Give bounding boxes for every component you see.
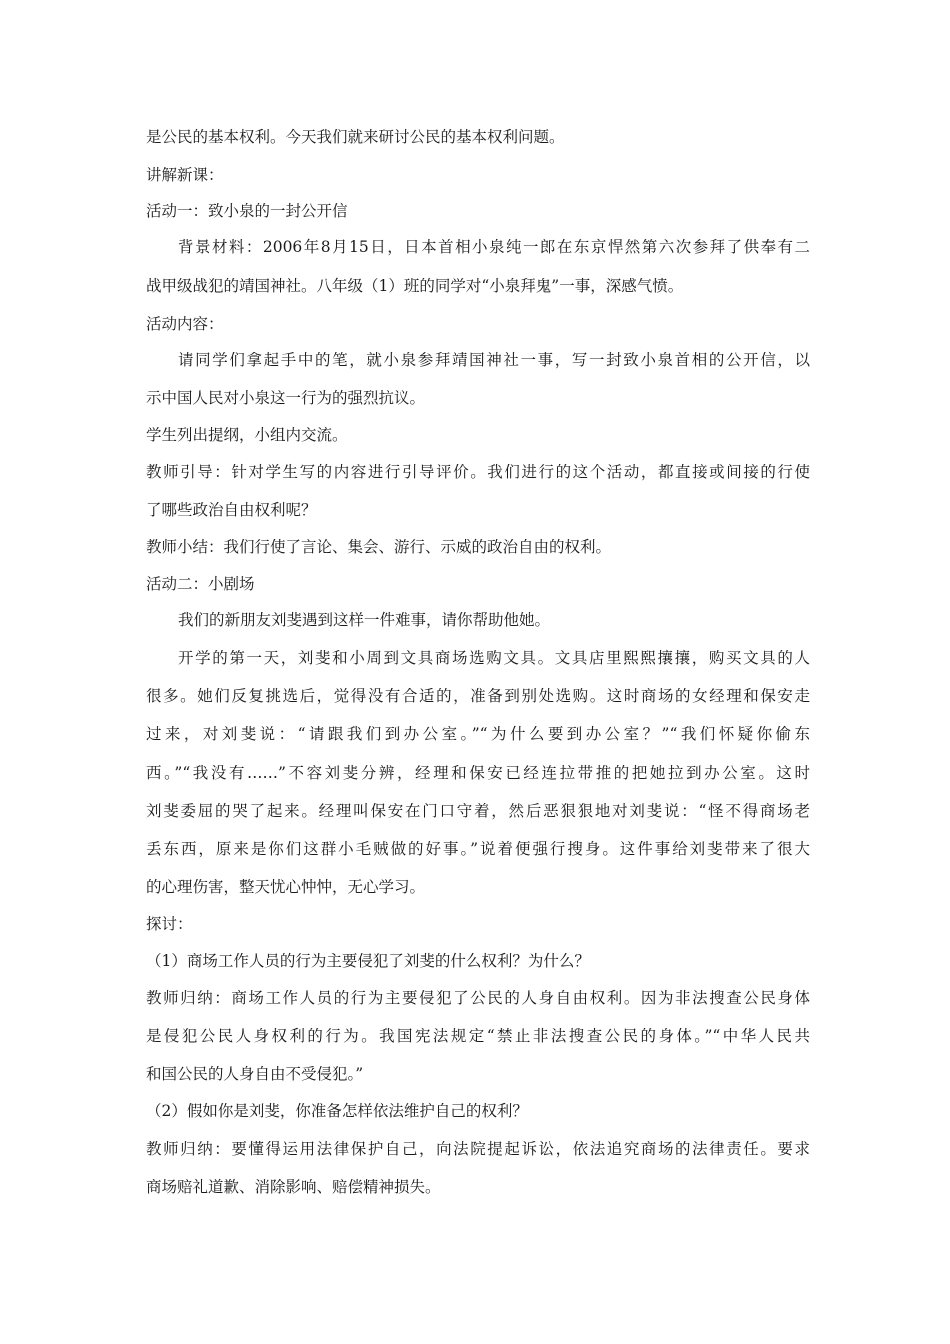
paragraph-line: 西。”“我没有……”不容刘斐分辨，经理和保安已经连拉带推的把她拉到办公室。这时 bbox=[146, 764, 810, 782]
paragraph-line: 教师归纳：要懂得运用法律保护自己，向法院提起诉讼，依法追究商场的法律责任。要求 bbox=[146, 1140, 810, 1158]
paragraph-line: 的心理伤害，整天忧心忡忡，无心学习。 bbox=[146, 878, 426, 896]
section-heading: 活动内容： bbox=[146, 315, 224, 333]
paragraph-line: 教师小结：我们行使了言论、集会、游行、示威的政治自由的权利。 bbox=[146, 538, 612, 556]
paragraph-line: 示中国人民对小泉这一行为的强烈抗议。 bbox=[146, 389, 426, 407]
paragraph-line: 是侵犯公民人身权利的行为。我国宪法规定“禁止非法搜查公民的身体。”“中华人民共 bbox=[146, 1027, 810, 1045]
activity-heading: 活动一：致小泉的一封公开信 bbox=[146, 202, 348, 220]
paragraph-line: 教师归纳：商场工作人员的行为主要侵犯了公民的人身自由权利。因为非法搜查公民身体 bbox=[146, 989, 810, 1007]
paragraph-line: 丢东西，原来是你们这群小毛贼做的好事。”说着便强行搜身。这件事给刘斐带来了很大 bbox=[146, 840, 810, 858]
paragraph-line: 过来，对刘斐说：“请跟我们到办公室。”“为什么要到办公室？”“我们怀疑你偷东 bbox=[146, 725, 810, 743]
section-heading: 讲解新课： bbox=[146, 166, 224, 184]
paragraph-line: 商场赔礼道歉、消除影响、赔偿精神损失。 bbox=[146, 1178, 441, 1196]
paragraph-line: 教师引导：针对学生写的内容进行引导评价。我们进行的这个活动，都直接或间接的行使 bbox=[146, 463, 810, 481]
paragraph-line: 和国公民的人身自由不受侵犯。” bbox=[146, 1065, 364, 1083]
section-heading: 探讨： bbox=[146, 915, 193, 933]
paragraph-line: 学生列出提纲，小组内交流。 bbox=[146, 426, 348, 444]
question-item: （2）假如你是刘斐，你准备怎样依法维护自己的权利？ bbox=[146, 1102, 528, 1120]
paragraph-line: 是公民的基本权利。今天我们就来研讨公民的基本权利问题。 bbox=[146, 128, 565, 146]
paragraph-line: 了哪些政治自由权利呢？ bbox=[146, 501, 317, 519]
paragraph-line: 战甲级战犯的靖国神社。八年级（1）班的同学对“小泉拜鬼”一事，深感气愤。 bbox=[146, 277, 684, 295]
activity-heading: 活动二：小剧场 bbox=[146, 575, 255, 593]
paragraph-line: 背景材料：2006年8月15日，日本首相小泉纯一郎在东京悍然第六次参拜了供奉有二 bbox=[178, 238, 810, 256]
paragraph-line: 很多。她们反复挑选后，觉得没有合适的，准备到别处选购。这时商场的女经理和保安走 bbox=[146, 687, 810, 705]
paragraph-line: 开学的第一天，刘斐和小周到文具商场选购文具。文具店里熙熙攘攘，购买文具的人 bbox=[178, 649, 810, 667]
question-item: （1）商场工作人员的行为主要侵犯了刘斐的什么权利？为什么？ bbox=[146, 952, 590, 970]
paragraph-line: 刘斐委屈的哭了起来。经理叫保安在门口守着，然后恶狠狠地对刘斐说：“怪不得商场老 bbox=[146, 802, 810, 820]
paragraph-line: 请同学们拿起手中的笔，就小泉参拜靖国神社一事，写一封致小泉首相的公开信，以 bbox=[178, 351, 810, 369]
paragraph-line: 我们的新朋友刘斐遇到这样一件难事，请你帮助他她。 bbox=[178, 611, 551, 629]
